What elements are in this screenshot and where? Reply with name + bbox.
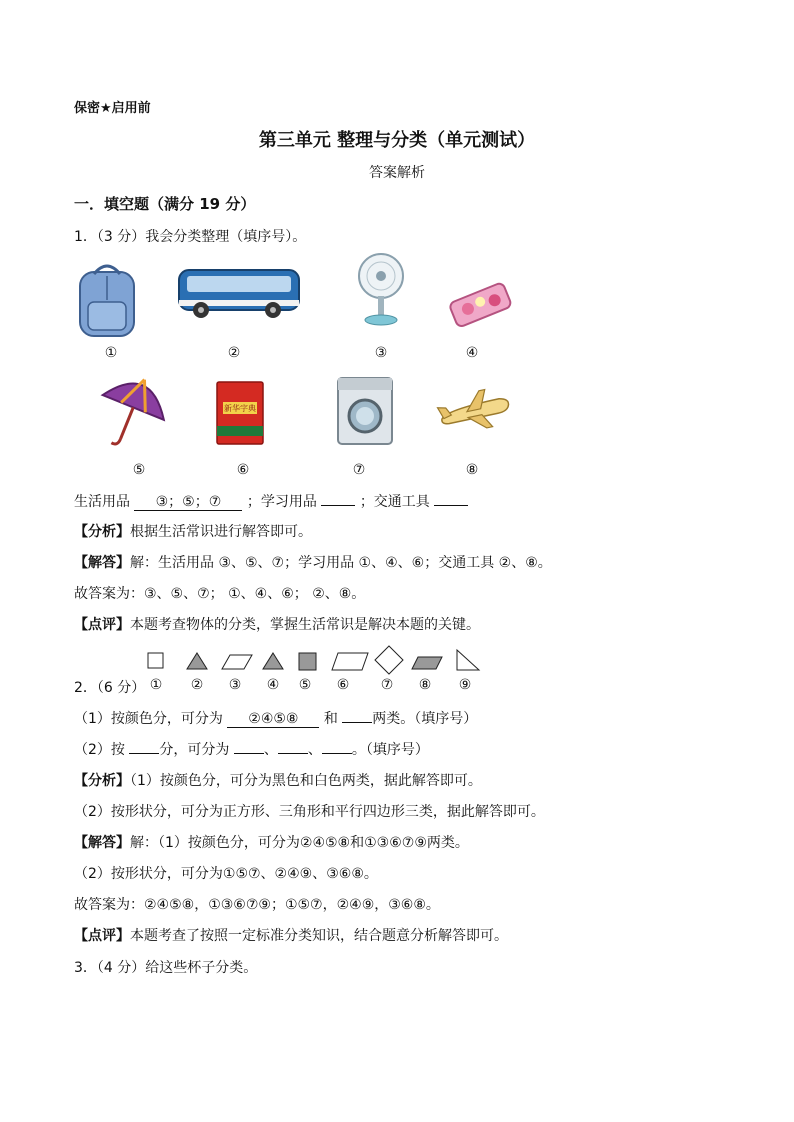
q1-fill-line: 生活用品 ③；⑤；⑦ ；学习用品 ；交通工具 [74, 491, 468, 511]
q1-solution: 【解答】解：生活用品 ③、⑤、⑦；学习用品 ①、④、⑥；交通工具 ②、⑧。 [74, 555, 552, 571]
backpack-icon [74, 262, 140, 338]
shape-9-white-triangle [457, 650, 479, 670]
q1-stem: 1．（3 分）我会分类整理（填序号）。 [74, 229, 307, 245]
dictionary-icon [215, 380, 265, 446]
pic-label-5: ⑤ [132, 462, 146, 478]
q2-comment: 【点评】本题考查了按照一定标准分类知识，结合题意分析解答即可。 [74, 928, 508, 944]
shape-label-6: ⑥ [336, 677, 350, 693]
q2-solution-2: （2）按形状分，可分为①⑤⑦、②④⑨、③⑥⑧。 [74, 866, 378, 882]
q2-sub2: （2）按 分，可分为 、 、 。（填序号） [74, 742, 429, 758]
q1-answer: 故答案为：③、⑤、⑦； ①、④、⑥； ②、⑧。 [74, 586, 366, 602]
pic-label-4: ④ [465, 345, 479, 361]
washing-machine-icon [336, 376, 394, 446]
pic-label-3: ③ [374, 345, 388, 361]
section-heading: 一．填空题（满分 19 分） [74, 195, 256, 213]
confidential-label: 保密★启用前 [74, 101, 151, 116]
shape-1-white-square [148, 653, 163, 668]
shape-2-dark-triangle [187, 653, 207, 669]
q2-sub2-blank-1[interactable] [129, 753, 159, 754]
q2-sub1-blank-2[interactable] [342, 722, 372, 723]
pic-label-6: ⑥ [236, 462, 250, 478]
fan-icon [355, 252, 407, 328]
q2-stem: 2．（6 分） [74, 680, 146, 696]
shape-4-dark-triangle [263, 653, 283, 669]
q1-comment: 【点评】本题考查物体的分类，掌握生活常识是解决本题的关键。 [74, 617, 480, 633]
q2-sub1: （1）按颜色分，可分为 ②④⑤⑧ 和 两类。（填序号） [74, 711, 478, 727]
shape-label-4: ④ [266, 677, 280, 693]
q1-answer-blank-1[interactable]: ③；⑤；⑦ [134, 495, 242, 511]
shape-7-white-diamond [375, 646, 403, 674]
svg-text:新华字典: 新华字典 [224, 404, 256, 413]
pencil-case-icon [447, 278, 513, 330]
shape-label-5: ⑤ [298, 677, 312, 693]
shape-8-dark-parallelogram [412, 657, 442, 669]
page-title: 第三单元 整理与分类（单元测试） [258, 130, 536, 151]
pic-label-8: ⑧ [465, 462, 479, 478]
q2-sub2-blank-3[interactable] [278, 753, 308, 754]
shape-label-2: ② [190, 677, 204, 693]
q2-sub2-blank-2[interactable] [234, 753, 264, 754]
shape-6-white-parallelogram [332, 653, 368, 670]
pic-label-2: ② [227, 345, 241, 361]
airplane-icon [437, 390, 513, 432]
shape-label-3: ③ [228, 677, 242, 693]
q2-answer: 故答案为：②④⑤⑧，①③⑥⑦⑨；①⑤⑦，②④⑨，③⑥⑧。 [74, 897, 440, 913]
page-subtitle: 答案解析 [369, 165, 425, 181]
umbrella-icon [94, 373, 168, 453]
pic-label-7: ⑦ [352, 462, 366, 478]
pic-label-1: ① [104, 345, 118, 361]
shape-row [140, 645, 490, 675]
shape-label-7: ⑦ [380, 677, 394, 693]
q3-stem: 3．（4 分）给这些杯子分类。 [74, 960, 258, 976]
q2-analysis-1: 【分析】（1）按颜色分，可分为黑色和白色两类，据此解答即可。 [74, 773, 482, 789]
shape-5-dark-square [299, 653, 316, 670]
q1-analysis: 【分析】根据生活常识进行解答即可。 [74, 524, 312, 540]
shape-label-1: ① [149, 677, 163, 693]
q2-analysis-2: （2）按形状分，可分为正方形、三角形和平行四边形三类，据此解答即可。 [74, 804, 545, 820]
q2-sub1-blank-1[interactable]: ②④⑤⑧ [227, 712, 319, 728]
shape-3-white-parallelogram [222, 655, 252, 669]
bus-icon [177, 266, 301, 320]
shape-label-8: ⑧ [418, 677, 432, 693]
q1-answer-blank-2[interactable] [321, 505, 355, 506]
q2-solution-1: 【解答】解：（1）按颜色分，可分为②④⑤⑧和①③⑥⑦⑨两类。 [74, 835, 469, 851]
q2-sub2-blank-4[interactable] [322, 753, 352, 754]
q1-answer-blank-3[interactable] [434, 505, 468, 506]
shape-label-9: ⑨ [458, 677, 472, 693]
